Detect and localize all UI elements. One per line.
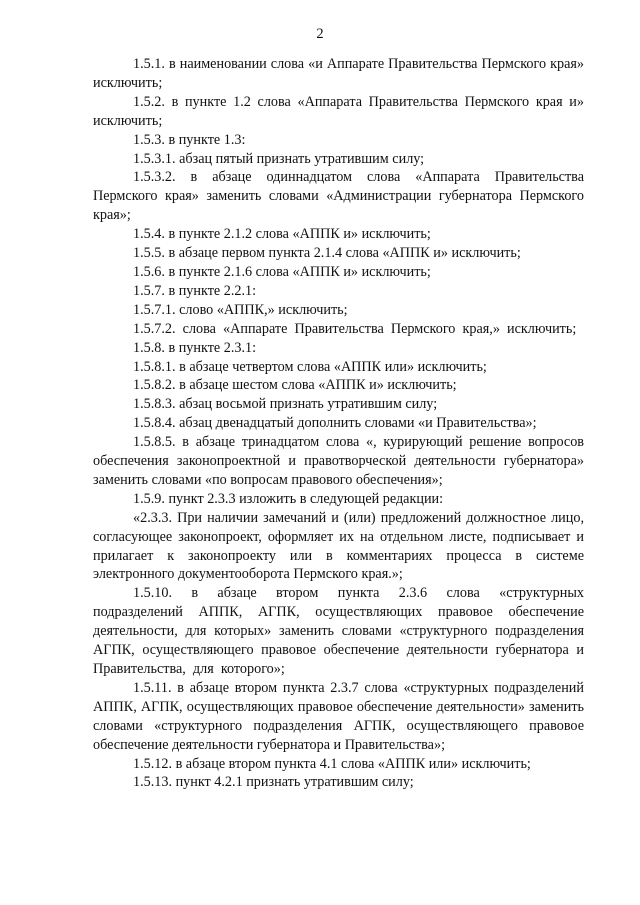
paragraph-1-5-5: 1.5.5. в абзаце первом пункта 2.1.4 слова «АППК и» исключить; — [133, 245, 521, 262]
paragraph-1-5-11: 1.5.11. в абзаце втором пункта 2.3.7 слова «структурных подразделений АППК, АГПК, осуществляющих правовое обеспечение деятельности» заменить словами «структурного подразделения АГПК, осуществляющего правовое обеспечение деятельности губернатора и Правительства»; — [93, 679, 584, 753]
document-body — [93, 55, 584, 792]
paragraph-1-5-2: 1.5.2. в пункте 1.2 слова «Аппарата Правительства Пермского края и» исключить; — [93, 93, 584, 129]
paragraph-1-5-10: 1.5.10. в абзаце втором пункта 2.3.6 слова «структурных подразделений АППК, АГПК, осуществляющих правовое обеспечение деятельности, для которых» заменить словами «структурного подразделения АГПК, осуществляющего правовое обеспечение деятельности губернатора и Правительства, для которого»; — [93, 585, 584, 677]
paragraph-1-5-8: 1.5.8. в пункте 2.3.1: — [133, 339, 257, 356]
paragraph-1-5-8-2: 1.5.8.2. в абзаце шестом слова «АППК и» исключить; — [133, 377, 457, 394]
paragraph-1-5-3-2: 1.5.3.2. в абзаце одиннадцатом слова «Аппарата Правительства Пермского края» заменить словами «Администрации губернатора Пермского края»; — [93, 169, 584, 224]
paragraph-1-5-8-5: 1.5.8.5. в абзаце тринадцатом слова «, курирующий решение вопросов обеспечения законопроектной и правотворческой деятельности губернатора» заменить словами «по вопросам правового обеспечения»; — [93, 434, 584, 488]
paragraph-1-5-13: 1.5.13. пункт 4.2.1 признать утратившим силу; — [133, 774, 414, 791]
paragraph-1-5-4: 1.5.4. в пункте 2.1.2 слова «АППК и» исключить; — [133, 226, 431, 243]
paragraph-1-5-6: 1.5.6. в пункте 2.1.6 слова «АППК и» исключить; — [133, 263, 431, 280]
paragraph-1-5-8-1: 1.5.8.1. в абзаце четвертом слова «АППК или» исключить; — [133, 358, 487, 375]
paragraph-1-5-3-1: 1.5.3.1. абзац пятый признать утратившим силу; — [133, 150, 425, 167]
paragraph-1-5-12: 1.5.12. в абзаце втором пункта 4.1 слова «АППК или» исключить; — [133, 755, 531, 772]
page-number: 2 — [316, 26, 324, 42]
paragraph-1-5-9: 1.5.9. пункт 2.3.3 изложить в следующей редакции: — [133, 490, 444, 507]
paragraph-1-5-8-4: 1.5.8.4. абзац двенадцатый дополнить словами «и Правительства»; — [133, 415, 537, 432]
paragraph-1-5-3: 1.5.3. в пункте 1.3: — [133, 131, 246, 148]
paragraph-1-5-7-2: 1.5.7.2. слова «Аппарате Правительства Пермского края,» исключить; — [133, 320, 577, 337]
paragraph-1-5-7: 1.5.7. в пункте 2.2.1: — [133, 282, 257, 299]
paragraph-1-5-8-3: 1.5.8.3. абзац восьмой признать утратившим силу; — [133, 396, 438, 413]
paragraph-2-3-3-quote: «2.3.3. При наличии замечаний и (или) предложений должностное лицо, согласующее законопроект, оформляет их на отдельном листе, подписывает и прилагает к законопроекту или в комментариях процесса в системе электронного документооборота Пермского края.»; — [93, 509, 584, 583]
paragraph-1-5-7-1: 1.5.7.1. слово «АППК,» исключить; — [133, 301, 348, 318]
paragraph-1-5-1: 1.5.1. в наименовании слова «и Аппарате Правительства Пермского края» исключить; — [93, 56, 584, 91]
